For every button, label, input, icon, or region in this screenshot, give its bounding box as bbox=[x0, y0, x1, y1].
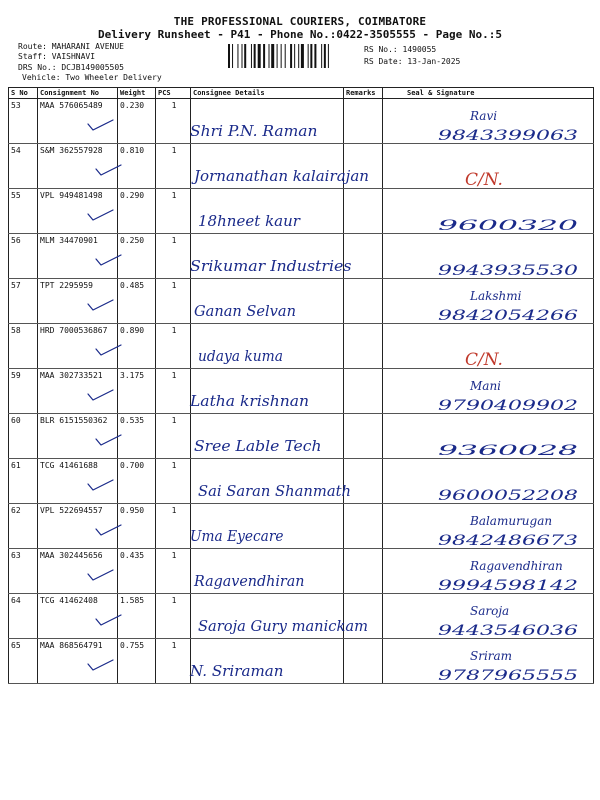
cell-pcs: 1 bbox=[156, 279, 191, 324]
company-title: THE PROFESSIONAL COURIERS, COIMBATORE bbox=[173, 15, 427, 28]
cell-consignee bbox=[191, 459, 344, 504]
vehicle-label: Vehicle: Two Wheeler Delivery bbox=[22, 73, 162, 82]
barcode-bar bbox=[269, 44, 270, 68]
barcode-bar bbox=[254, 44, 256, 68]
cell-remarks bbox=[344, 639, 383, 684]
cell-remarks bbox=[344, 234, 383, 279]
handwritten-signature-name: Mani bbox=[470, 379, 502, 393]
cell-signature bbox=[383, 369, 594, 414]
cell-consignee bbox=[191, 504, 344, 549]
cell-sno: 63 bbox=[9, 549, 38, 594]
table-row bbox=[9, 639, 594, 684]
cell-pcs: 1 bbox=[156, 324, 191, 369]
barcode-bar bbox=[290, 44, 292, 68]
table-row bbox=[9, 504, 594, 549]
cell-pcs: 1 bbox=[156, 639, 191, 684]
handwritten-signature: 9842486673 bbox=[438, 533, 579, 549]
barcode bbox=[228, 44, 356, 68]
handwritten-signature-name: Sriram bbox=[470, 649, 513, 663]
handwritten-signature-name: Lakshmi bbox=[470, 289, 522, 303]
staff-label: Staff: VAISHNAVI bbox=[18, 52, 96, 61]
cell-remarks bbox=[344, 99, 383, 144]
cell-consignee bbox=[191, 549, 344, 594]
table-row bbox=[9, 189, 594, 234]
handwritten-signature: 9943935530 bbox=[438, 263, 579, 279]
cell-weight: 0.950 bbox=[118, 504, 156, 549]
cell-consignee bbox=[191, 99, 344, 144]
handwritten-signature: C/N. bbox=[465, 350, 503, 370]
barcode-bar bbox=[301, 44, 304, 68]
cell-remarks bbox=[344, 369, 383, 414]
table-header bbox=[9, 88, 594, 99]
handwritten-consignee: Sree Lable Tech bbox=[194, 437, 322, 455]
handwritten-consignee: Latha krishnan bbox=[188, 392, 309, 410]
handwritten-signature-name: Ravi bbox=[470, 109, 498, 123]
barcode-bar bbox=[251, 44, 252, 68]
cell-consignment: TPT 2295959 bbox=[38, 279, 118, 324]
cell-weight: 0.290 bbox=[118, 189, 156, 234]
cell-pcs: 1 bbox=[156, 234, 191, 279]
cell-sno: 55 bbox=[9, 189, 38, 234]
runsheet-title: Delivery Runsheet - P41 - Phone No.:0422-3505555 - Page No.:5 bbox=[98, 28, 502, 41]
cell-consignee bbox=[191, 324, 344, 369]
cell-consignment: VPL 949481498 bbox=[38, 189, 118, 234]
handwritten-signature: 9843399063 bbox=[438, 128, 579, 144]
handwritten-consignee: 18hneet kaur bbox=[198, 212, 301, 230]
handwritten-signature: 9790409902 bbox=[438, 398, 579, 414]
cell-sno: 54 bbox=[9, 144, 38, 189]
barcode-bar bbox=[242, 44, 243, 68]
handwritten-signature: C/N. bbox=[465, 170, 503, 190]
handwritten-signature: 9600320 bbox=[438, 218, 579, 234]
barcode-bar bbox=[298, 44, 299, 68]
handwritten-signature-name: Ragavendhiran bbox=[470, 559, 563, 573]
cell-sno: 61 bbox=[9, 459, 38, 504]
cell-consignee bbox=[191, 414, 344, 459]
cell-pcs: 1 bbox=[156, 99, 191, 144]
table-row bbox=[9, 414, 594, 459]
cell-pcs: 1 bbox=[156, 369, 191, 414]
barcode-bar bbox=[263, 44, 265, 68]
runsheet-table bbox=[8, 87, 594, 684]
cell-weight: 0.535 bbox=[118, 414, 156, 459]
cell-consignment: TCG 41461688 bbox=[38, 459, 118, 504]
barcode-bar bbox=[310, 44, 312, 68]
rs-date: RS Date: 13-Jan-2025 bbox=[364, 57, 461, 66]
cell-signature bbox=[383, 324, 594, 369]
cell-signature bbox=[383, 189, 594, 234]
cell-signature bbox=[383, 279, 594, 324]
cell-consignment: BLR 6151550362 bbox=[38, 414, 118, 459]
rs-number: RS No.: 1490055 bbox=[364, 45, 437, 54]
cell-consignee bbox=[188, 369, 344, 414]
handwritten-consignee: N. Sriraman bbox=[188, 662, 284, 680]
cell-weight: 0.700 bbox=[118, 459, 156, 504]
handwritten-signature: 9842054266 bbox=[438, 308, 579, 324]
cell-consignment: MAA 576065489 bbox=[38, 99, 118, 144]
cell-signature bbox=[383, 99, 594, 144]
cell-signature bbox=[383, 639, 594, 684]
col-consignee: Consignee Details bbox=[191, 88, 344, 99]
barcode-bar bbox=[321, 44, 322, 68]
handwritten-consignee: Sai Saran Shanmath bbox=[198, 482, 351, 500]
handwritten-consignee: udaya kuma bbox=[198, 347, 283, 365]
barcode-bar bbox=[277, 44, 278, 68]
table-row bbox=[9, 369, 594, 414]
table-row bbox=[9, 549, 594, 594]
barcode-bar bbox=[308, 44, 309, 68]
cell-remarks bbox=[344, 459, 383, 504]
cell-weight: 0.485 bbox=[118, 279, 156, 324]
handwritten-consignee: Uma Eyecare bbox=[190, 527, 284, 545]
cell-sno: 65 bbox=[9, 639, 38, 684]
cell-weight: 1.585 bbox=[118, 594, 156, 639]
barcode-bar bbox=[285, 44, 286, 68]
cell-consignment: HRD 7000536867 bbox=[38, 324, 118, 369]
col-weight: Weight bbox=[118, 88, 156, 99]
cell-signature bbox=[383, 234, 594, 279]
cell-consignee bbox=[188, 639, 344, 684]
barcode-bar bbox=[232, 44, 233, 68]
table-row bbox=[9, 279, 594, 324]
col-remarks: Remarks bbox=[344, 88, 383, 99]
barcode-bar bbox=[258, 44, 261, 68]
cell-consignee bbox=[191, 234, 344, 279]
cell-weight: 0.250 bbox=[118, 234, 156, 279]
col-sno: S No bbox=[9, 88, 38, 99]
cell-pcs: 1 bbox=[156, 144, 191, 189]
table-row bbox=[9, 144, 594, 189]
cell-weight: 3.175 bbox=[118, 369, 156, 414]
cell-remarks bbox=[344, 504, 383, 549]
cell-consignee bbox=[191, 279, 344, 324]
handwritten-consignee: Srikumar Industries bbox=[190, 257, 352, 275]
cell-sno: 56 bbox=[9, 234, 38, 279]
cell-signature bbox=[383, 504, 594, 549]
handwritten-signature-name: Saroja bbox=[470, 604, 510, 618]
cell-pcs: 1 bbox=[156, 594, 191, 639]
table-row bbox=[9, 234, 594, 279]
cell-weight: 0.755 bbox=[118, 639, 156, 684]
cell-pcs: 1 bbox=[156, 549, 191, 594]
cell-remarks bbox=[344, 189, 383, 234]
cell-consignment: TCG 41462408 bbox=[38, 594, 118, 639]
cell-consignee bbox=[191, 189, 344, 234]
cell-sno: 58 bbox=[9, 324, 38, 369]
cell-consignee bbox=[191, 594, 344, 639]
cell-sno: 59 bbox=[9, 369, 38, 414]
cell-consignment: MAA 868564791 bbox=[38, 639, 118, 684]
handwritten-consignee: Saroja Gury manickam bbox=[198, 617, 368, 635]
barcode-bar bbox=[324, 44, 326, 68]
barcode-bar bbox=[271, 44, 274, 68]
col-signature: Seal & Signature bbox=[383, 88, 594, 99]
table-row bbox=[9, 459, 594, 504]
cell-pcs: 1 bbox=[156, 504, 191, 549]
cell-signature bbox=[383, 459, 594, 504]
barcode-bar bbox=[281, 44, 282, 68]
cell-signature bbox=[383, 549, 594, 594]
cell-signature bbox=[383, 594, 594, 639]
cell-signature bbox=[383, 414, 594, 459]
cell-weight: 0.230 bbox=[118, 99, 156, 144]
barcode-bar bbox=[328, 44, 329, 68]
cell-pcs: 1 bbox=[156, 414, 191, 459]
cell-consignee bbox=[191, 144, 344, 189]
table-row bbox=[9, 594, 594, 639]
cell-sno: 53 bbox=[9, 99, 38, 144]
handwritten-signature: 9360028 bbox=[438, 443, 579, 459]
cell-weight: 0.810 bbox=[118, 144, 156, 189]
cell-remarks bbox=[344, 324, 383, 369]
cell-consignment: S&M 362557928 bbox=[38, 144, 118, 189]
route-label: Route: MAHARANI AVENUE bbox=[18, 42, 124, 51]
barcode-bar bbox=[244, 44, 246, 68]
cell-consignment: MLM 34470901 bbox=[38, 234, 118, 279]
cell-consignment: MAA 302733521 bbox=[38, 369, 118, 414]
col-pcs: PCS bbox=[156, 88, 191, 99]
cell-signature bbox=[383, 144, 594, 189]
handwritten-signature: 9443546036 bbox=[438, 623, 579, 639]
cell-remarks bbox=[344, 549, 383, 594]
cell-consignment: VPL 522694557 bbox=[38, 504, 118, 549]
handwritten-consignee: Ganan Selvan bbox=[194, 302, 296, 320]
cell-sno: 60 bbox=[9, 414, 38, 459]
cell-pcs: 1 bbox=[156, 189, 191, 234]
cell-remarks bbox=[344, 594, 383, 639]
barcode-bar bbox=[294, 44, 295, 68]
handwritten-signature-name: Balamurugan bbox=[470, 514, 553, 528]
cell-remarks bbox=[344, 144, 383, 189]
handwritten-consignee: Shri P.N. Raman bbox=[190, 122, 318, 140]
cell-sno: 57 bbox=[9, 279, 38, 324]
barcode-bar bbox=[314, 44, 316, 68]
drs-number: DRS No.: DCJB149005505 bbox=[18, 63, 124, 72]
handwritten-signature: 9787965555 bbox=[438, 668, 579, 684]
cell-weight: 0.890 bbox=[118, 324, 156, 369]
cell-pcs: 1 bbox=[156, 459, 191, 504]
barcode-bar bbox=[237, 44, 238, 68]
cell-consignment: MAA 302445656 bbox=[38, 549, 118, 594]
handwritten-consignee: Ragavendhiran bbox=[193, 572, 305, 590]
handwritten-signature: 9600052208 bbox=[438, 488, 579, 504]
cell-remarks bbox=[344, 279, 383, 324]
cell-remarks bbox=[344, 414, 383, 459]
cell-weight: 0.435 bbox=[118, 549, 156, 594]
table-row bbox=[9, 99, 594, 144]
col-consignment: Consignment No bbox=[38, 88, 118, 99]
table-row bbox=[9, 324, 594, 369]
handwritten-signature: 9994598142 bbox=[438, 578, 579, 594]
handwritten-consignee: Jornanathan kalairajan bbox=[190, 167, 369, 185]
barcode-bar bbox=[228, 44, 230, 68]
cell-sno: 62 bbox=[9, 504, 38, 549]
cell-sno: 64 bbox=[9, 594, 38, 639]
